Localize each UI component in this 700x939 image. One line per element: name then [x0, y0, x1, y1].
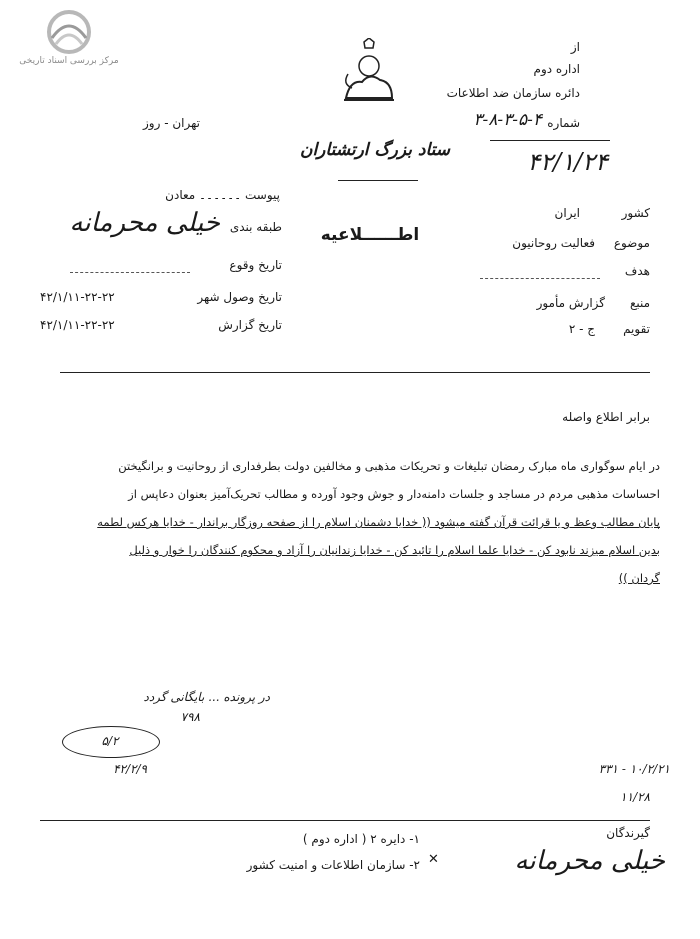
close-icon: ✕: [428, 852, 439, 867]
number-label: شماره: [547, 116, 580, 130]
subject-label: موضوع: [613, 236, 650, 250]
subject-value: فعالیت روحانیون: [512, 236, 595, 250]
recipient-2: ۲- سازمان اطلاعات و امنیت کشور: [246, 858, 420, 872]
side-note-2: ۱۱/۲۸: [620, 790, 650, 804]
lion-and-sun-emblem-icon: [338, 38, 400, 108]
recipient-1: ۱- دایره ۲ ( اداره دوم ): [302, 832, 420, 846]
body-line: احساسات مذهبی مردم در مساجد و جلسات دامنه‌دار و جوش وجود آورده و مطالب تحریک‌آمیز بعنوان دعاپس از: [128, 487, 660, 501]
body-text: [30, 452, 660, 592]
watermark-text: مرکز بررسی اسناد تاریخی: [19, 56, 119, 66]
receipt-value: ۴۲/۱/۱۱-۲۲-۲۲: [40, 290, 115, 304]
archive-logo-icon: [42, 8, 96, 56]
date-handwritten: ۴۲/۱/۲۴: [527, 148, 608, 176]
target-label: هدف: [624, 264, 650, 278]
country-label: کشور: [621, 206, 650, 220]
from-label: از: [570, 40, 580, 54]
source-value: گزارش مأمور: [536, 296, 605, 310]
footer-classification: خیلی محرمانه: [514, 846, 665, 876]
body-line: پایان مطالب وعظ و یا قرائت قرآن گفته میشود (( خدایا دشمنان اسلام را از صفحه روزگار براندار - خدایا هرکس لطمه: [97, 515, 660, 529]
report-value: ۴۲/۱/۱۱-۲۲-۲۲: [40, 318, 115, 332]
body-line: در ایام سوگواری ماه مبارک رمضان تبلیغات و تحریکات مذهبی و مخالفین دولت بطرفداری از روحانیت و برانگیختن: [118, 459, 660, 473]
recipients-label: گیرندگان: [606, 826, 650, 840]
receipt-label: تاریخ وصول شهر: [197, 290, 282, 304]
watermark: [14, 8, 124, 66]
assessment-value: ج - ۲: [568, 322, 595, 336]
footer-divider: [40, 820, 650, 821]
country-value: ایران: [554, 206, 580, 220]
dept-line: اداره دوم: [533, 62, 580, 76]
filing-note: در پرونده ... بایگانی گردد: [143, 690, 270, 704]
emblem: [338, 38, 400, 112]
body-line: گردان )): [618, 571, 660, 585]
body-line: بدین اسلام میزند نابود کن - خدایا علما اسلام را تائید کن - خدایا زندانیان را آزاد و محکوم کنندگان را خوار و ذلیل: [129, 543, 660, 557]
event-date-label: تاریخ وقوع: [229, 258, 282, 272]
side-note-1: ۱۰/۲/۲۱ - ۳۳۱: [598, 762, 670, 776]
classification-label: طبقه بندی: [229, 220, 282, 234]
classification-value: خیلی محرمانه: [69, 208, 220, 238]
filing-number: ۷۹۸: [180, 710, 200, 724]
header-divider: [60, 372, 650, 373]
number-value: ۳-۸-۳-۵-۴: [473, 110, 542, 130]
body-intro: برابر اطلاع واصله: [562, 410, 650, 424]
sender-line: دائره سازمان ضد اطلاعات: [446, 86, 580, 100]
post-label: پیوست ۔۔۔۔۔۔ معادن: [165, 188, 280, 202]
notice-title: اطــــــلاعیه: [320, 225, 420, 245]
report-label: تاریخ گزارش: [218, 318, 282, 332]
assessment-label: تقویم: [623, 322, 650, 336]
filing-date: ۴۲/۲/۹: [113, 762, 147, 776]
source-label: منبع: [629, 296, 650, 310]
circled-note: ۵/۲: [101, 734, 119, 748]
location-date: تهران - روز: [143, 116, 200, 130]
organization-title: ستاد بزرگ ارتشتاران: [299, 140, 451, 160]
